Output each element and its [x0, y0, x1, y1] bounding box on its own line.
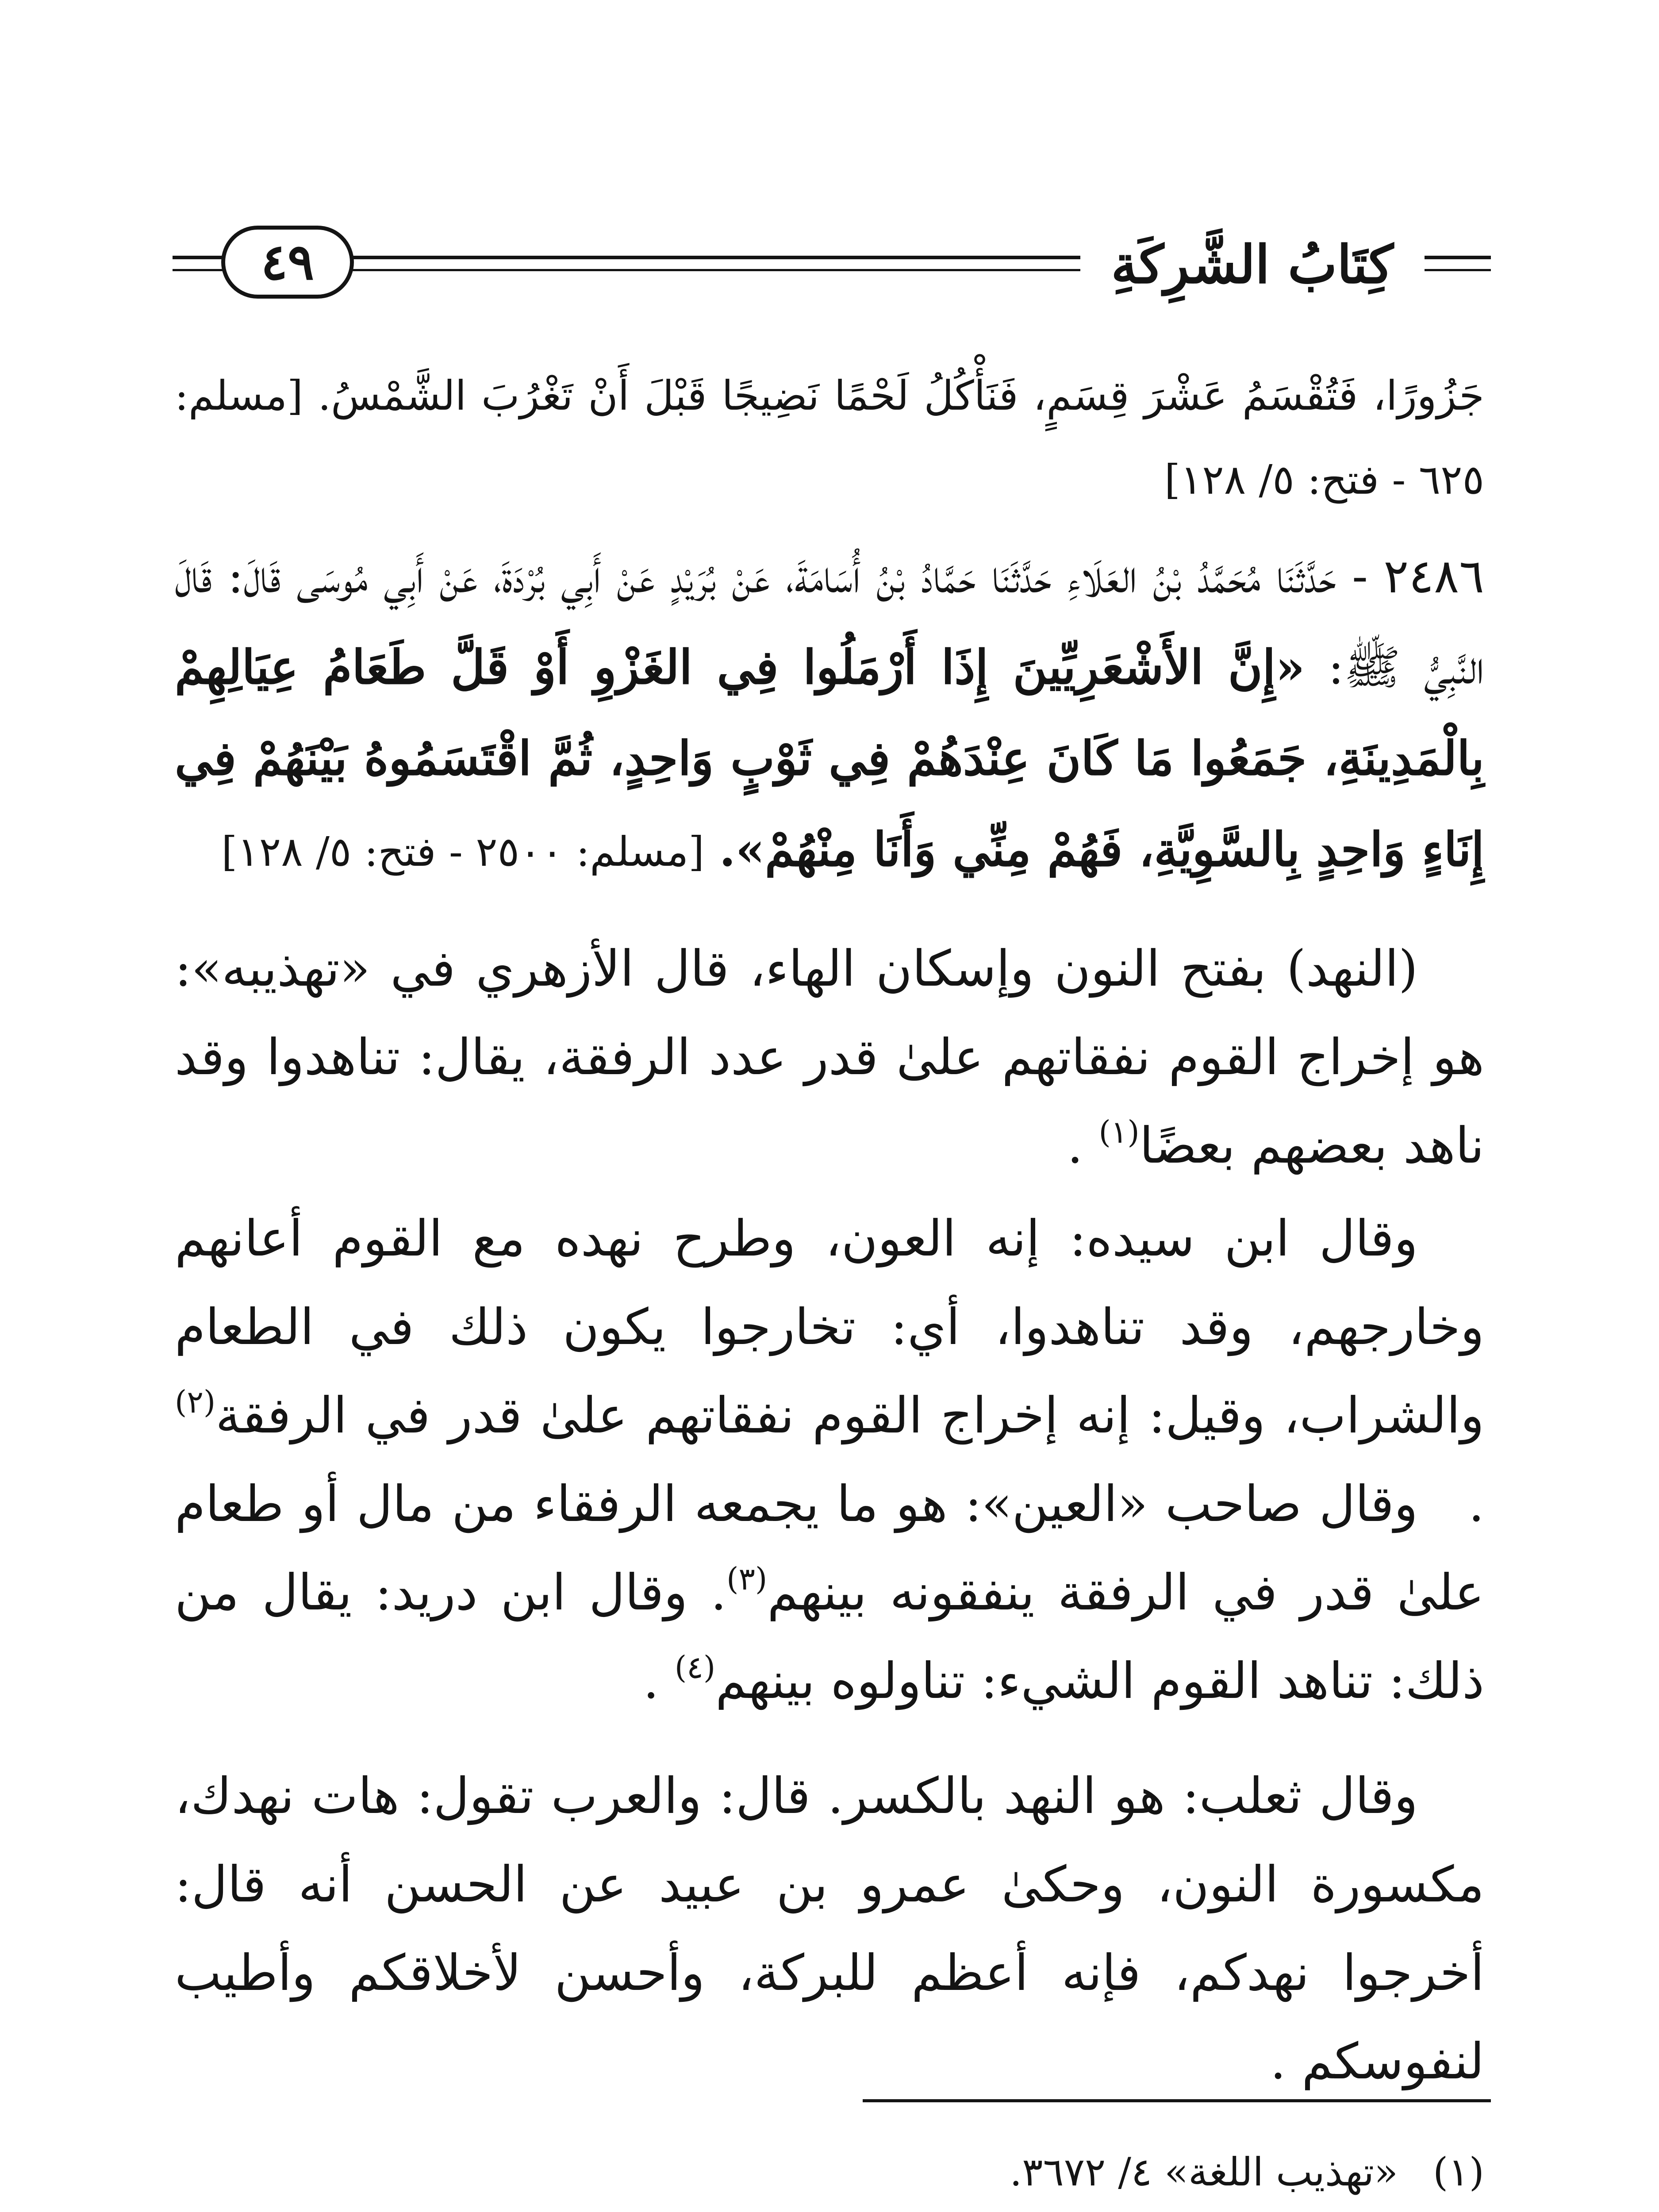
hadith-2486	[175, 531, 1484, 897]
footnote-text: «تهذيب اللغة» ٤/ ٣٦٧٢.	[1010, 2149, 1398, 2195]
hadith-isnad: ٢٤٨٦ - حَدَّثَنَا مُحَمَّدُ بْنُ العَلَاءِ حَدَّثَنَا حَمَّادُ بْنُ أُسَامَةَ، عَنْ بُرَيْدٍ عَنْ أَبِي بُرْدَةَ، عَنْ أَبِي مُوسَى قَالَ: قَالَ النَّبِيُّ ﷺ:	[175, 549, 1484, 695]
paragraph-body: وقال صاحب «العين»: هو ما يجمعه الرفقاء من مال أو طعام علىٰ قدر في الرفقة ينفقونه بينهم	[175, 1475, 1485, 1621]
footnote-number: (١)	[1433, 2149, 1484, 2195]
paragraph-body: وقال ابن سيده: إنه العون، وطرح نهده مع القوم أعانهم وخارجهم، وقد تناهدوا، أي: تخارجوا يكون ذلك في الطعام والشراب، وقيل: إنه إخراج القوم نفقاتهم علىٰ قدر في الرفقة	[175, 1210, 1484, 1444]
page-number-badge	[221, 226, 354, 299]
paragraph-body-cont: . وقال ابن دريد: يقال من ذلك: تناهد القوم الشيء: تناولوه بينهم	[175, 1564, 1484, 1710]
footnote-marker[interactable]: (٢)	[175, 1384, 216, 1420]
paragraph-text	[175, 925, 1484, 1190]
page-number: ٤٩	[261, 233, 315, 291]
chapter-title-box	[1080, 226, 1425, 303]
chapter-title: كِتَابُ الشَّرِكَةِ	[1111, 233, 1394, 295]
footnote-marker[interactable]: (٣)	[726, 1561, 768, 1597]
paragraph-end: .	[1067, 1117, 1099, 1175]
running-header	[173, 226, 1491, 303]
hadith-reference: [مسلم: ٢٥٠٠ - فتح: ٥/ ١٢٨]	[221, 828, 705, 876]
footnote-marker[interactable]: (٤)	[674, 1649, 716, 1686]
commentary-paragraph-4	[175, 1752, 1484, 2121]
paragraph-text	[175, 1752, 1484, 2106]
commentary-paragraph-1	[175, 925, 1484, 1206]
paragraph-end: .	[643, 1652, 675, 1710]
hadith-continuation-text: جَزُورًا، فَتُقْسَمُ عَشْرَ قِسَمٍ، فَنَأْكُلُ لَحْمًا نَضِيجًا قَبْلَ أَنْ تَغْرُبَ الشَّمْسُ. [مسلم: ٦٢٥ - فتح: ٥/ ١٢٨]	[175, 372, 1484, 503]
footnote-item	[467, 2130, 1484, 2212]
hadith-text	[175, 531, 1484, 897]
paragraph-end: .	[1468, 1475, 1484, 1533]
hadith-continuation	[175, 354, 1484, 522]
commentary-paragraph-3	[175, 1460, 1484, 1741]
hadith-matn: «إِنَّ الأَشْعَرِيِّينَ إِذَا أَرْمَلُوا فِي الغَزْوِ أَوْ قَلَّ طَعَامُ عِيَالِهِمْ بِالْمَدِينَةِ، جَمَعُوا مَا كَانَ عِنْدَهُمْ فِي ثَوْبٍ وَاحِدٍ، ثُمَّ اقْتَسَمُوهُ بَيْنَهُمْ فِي إِنَاءٍ وَاحِدٍ بِالسَّوِيَّةِ، فَهُمْ مِنِّي وَأَنَا مِنْهُمْ».	[175, 639, 1484, 877]
paragraph-body: وقال ثعلب: هو النهد بالكسر. قال: والعرب تقول: هات نهدك، مكسورة النون، وحكىٰ عمرو بن عبيد عن الحسن أنه قال: أخرجوا نهدكم، فإنه أعظم للبركة، وأحسن لأخلاقكم وأطيب لنفوسكم .	[175, 1767, 1484, 2090]
paragraph-text	[175, 1460, 1484, 1725]
footnotes-list	[467, 2130, 1484, 2212]
footnote-separator	[863, 2099, 1491, 2102]
footnote-marker[interactable]: (١)	[1098, 1114, 1140, 1150]
paragraph-body: (النهد) بفتح النون وإسكان الهاء، قال الأزهري في «تهذيبه»: هو إخراج القوم نفقاتهم علىٰ قدر عدد الرفقة، يقال: تناهدوا وقد ناهد بعضهم بعضًا	[175, 940, 1484, 1175]
